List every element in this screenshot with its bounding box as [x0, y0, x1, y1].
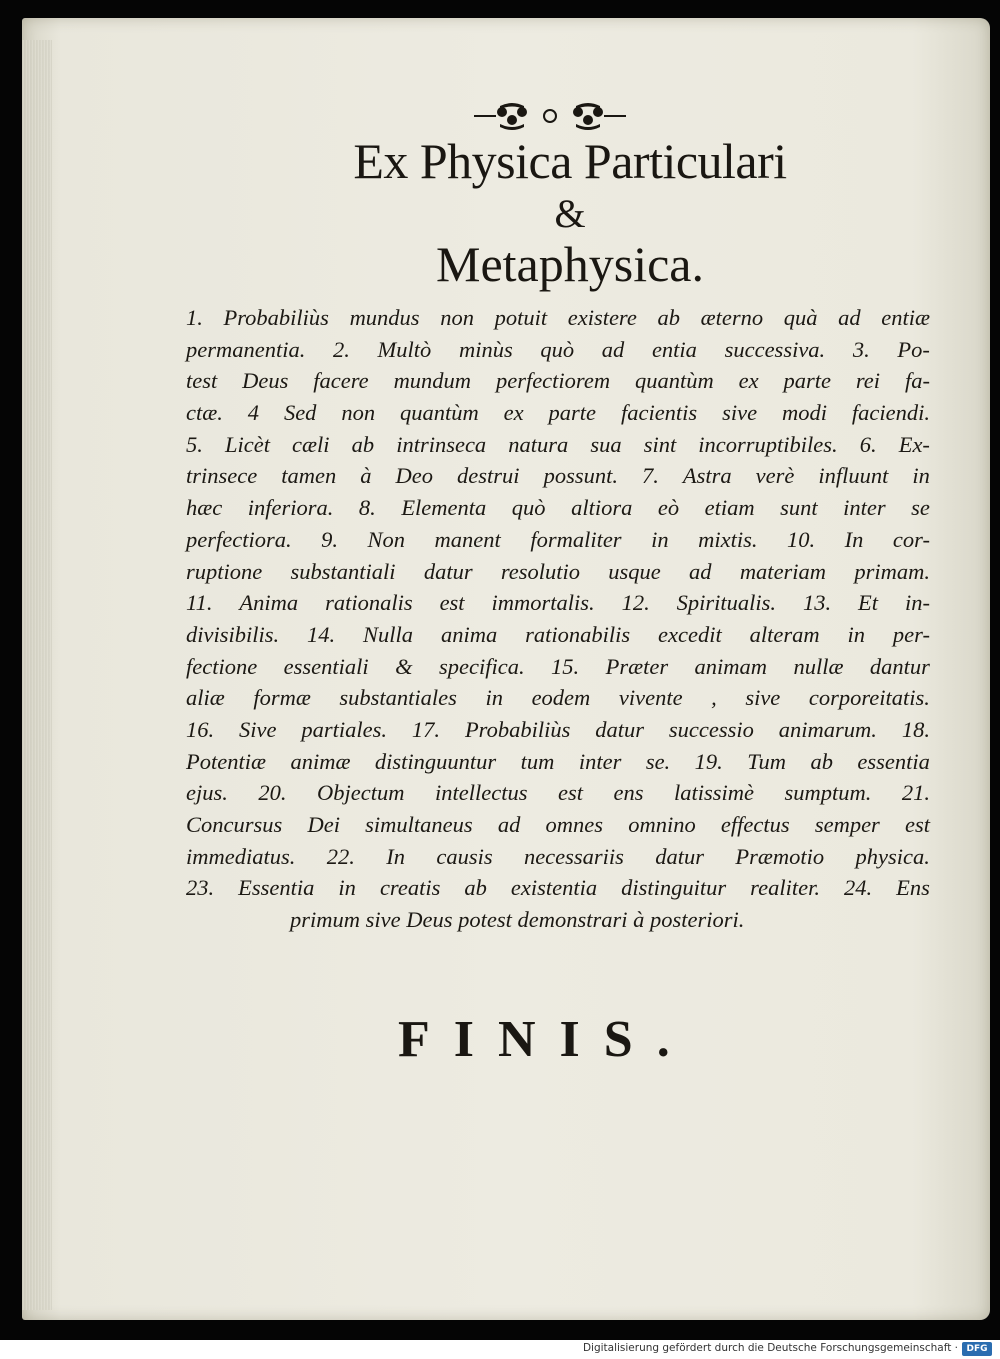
heading-line-2: & — [554, 191, 586, 236]
text-line: immediatus. 22. In causis necessariis datur Præmotio physica. — [186, 843, 930, 869]
footer-bar — [0, 1340, 1000, 1359]
text-line: trinsece tamen à Deo destrui possunt. 7. Astra verè influunt in — [186, 463, 930, 489]
text-line: ctæ. 4 Sed non quantùm ex parte facientis sive modi faciendi. — [186, 400, 930, 426]
text-line: 1. Probabiliùs mundus non potuit existere ab æterno quà ad entiæ — [186, 305, 930, 330]
dfg-logo-icon: DFG — [962, 1342, 992, 1356]
text-line: Potentiæ animæ distinguuntur tum inter se. 19. Tum ab essentia — [186, 748, 930, 774]
text-line: 5. Licèt cæli ab intrinseca natura sua sint incorruptibiles. 6. Ex- — [186, 431, 930, 457]
text-line: ejus. 20. Objectum intellectus est ens latissimè sumptum. 21. — [186, 780, 930, 806]
text-line: 11. Anima rationalis est immortalis. 12. Spiritualis. 13. Et in- — [186, 590, 930, 616]
page-edge — [22, 40, 52, 1310]
theses-text — [186, 302, 930, 936]
text-line: 16. Sive partiales. 17. Probabiliùs datur successio animarum. 18. — [186, 716, 930, 742]
text-line: 23. Essentia in creatis ab existentia distinguitur realiter. 24. Ens — [186, 875, 930, 901]
text-line: test Deus facere mundum perfectiorem quantùm ex parte rei fa- — [186, 368, 930, 394]
text-line: divisibilis. 14. Nulla anima rationabilis excedit alteram in per- — [186, 621, 930, 647]
text-line: fectione essentiali & specifica. 15. Præter animam nullæ dantur — [186, 653, 930, 679]
ornament-icon — [470, 100, 630, 130]
text-line: ruptione substantiali datur resolutio usque ad materiam primam. — [186, 558, 930, 584]
text-line-last: primum sive Deus potest demonstrari à posteriori. — [290, 907, 745, 933]
text-line: Concursus Dei simultaneus ad omnes omnino effectus semper est — [186, 812, 930, 837]
text-line: aliæ formæ substantiales in eodem vivente , sive corporeitatis. — [186, 685, 930, 711]
text-line: permanentia. 2. Multò minùs quò ad entia successiva. 3. Po- — [186, 336, 930, 362]
text-line: hæc inferiora. 8. Elementa quò altiora eò etiam sunt inter se — [186, 495, 930, 521]
heading-line-1: Ex Physica Particulari — [353, 133, 787, 189]
finis-text: FINIS. — [398, 1011, 694, 1068]
footer-credit: Digitalisierung gefördert durch die Deutsche Forschungsgemeinschaft · — [582, 1342, 958, 1354]
text-line: perfectiora. 9. Non manent formaliter in mixtis. 10. In cor- — [186, 526, 930, 552]
heading-line-3: Metaphysica. — [436, 236, 704, 292]
